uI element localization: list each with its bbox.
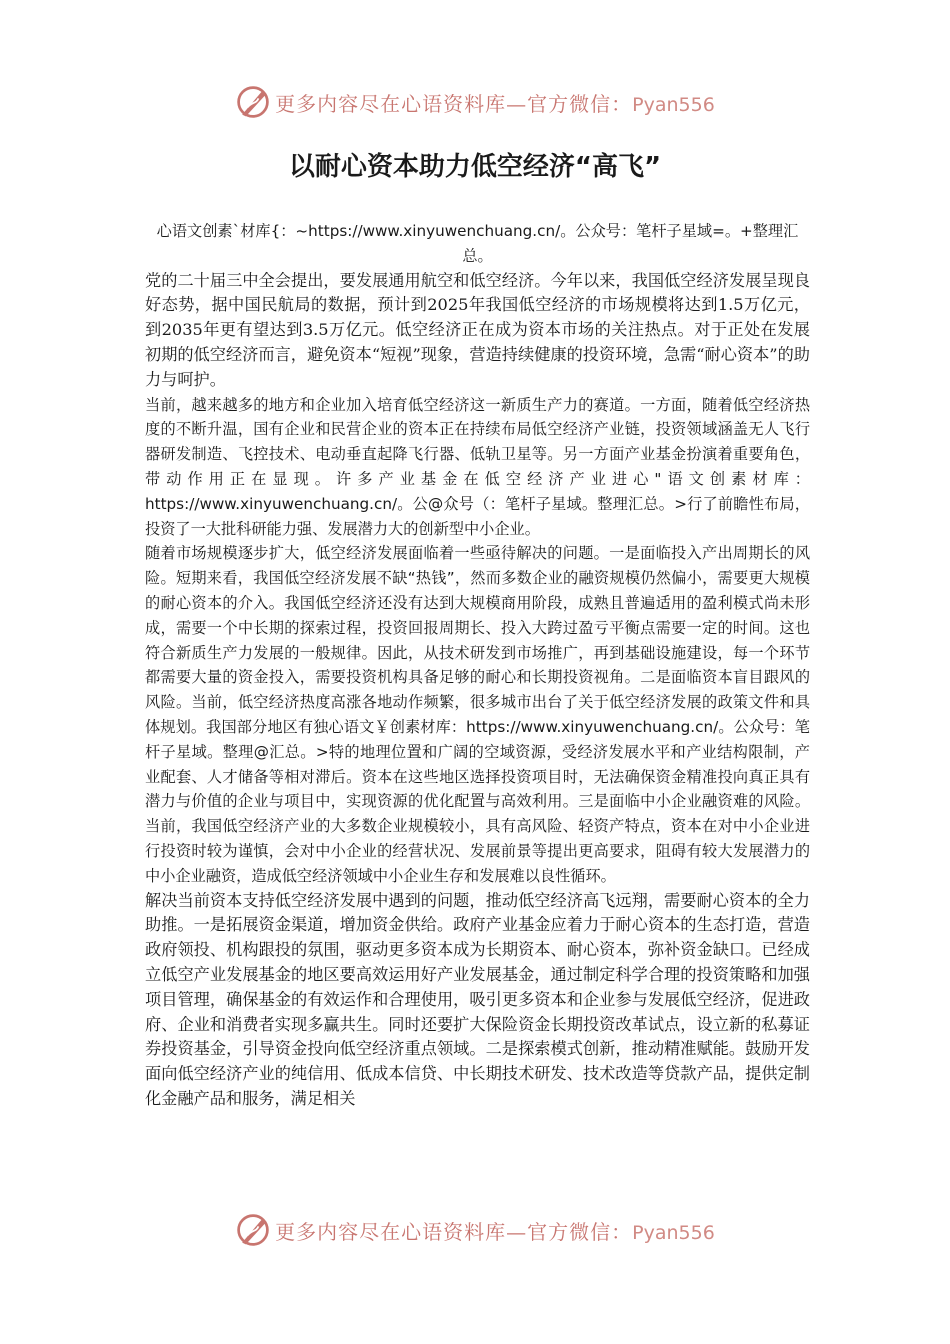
source-note: 心语文创素`材库{：~https://www.xinyuwenchuang.cn/。公众号：笔杆子星域=。+整理汇总。 bbox=[156, 222, 799, 265]
paragraph-3: 随着市场规模逐步扩大，低空经济发展面临着一些亟待解决的问题。一是面临投入产出周期长的风险。短期来看，我国低空经济发展不缺“热钱”，然而多数企业的融资规模仍然偏小，需要更大规模的耐心资本的介入。我国低空经济还没有达到大规模商用阶段，成熟且普遍适用的盈利模式尚未形成，需要一个中长期的探索过程，投资回报周期长、投入大跨过盈亏平衡点需要一定的时间。这也符合新质生产力发展的一般规律。因此，从技术研发到市场推广，再到基础设施建设，每一个环节都需要大量的资金投入，需要投资机构具备足够的耐心和长期投资视角。二是面临资本盲目跟风的风险。当前，低空经济热度高涨各地动作频繁，很多城市出台了关于低空经济发展的政策文件和具体规划。我国部分地区有独心语文￥创素材库：https://www.xinyuwenchuang.cn/。公众号：笔杆子星域。整理@汇总。>特的地理位置和广阔的空域资源，受经济发展水平和产业结构限制，产业配套、人才储备等相对滞后。资本在这些地区选择投资项目时，无法确保资金精准投向真正具有潜力与价值的企业与项目中，实现资源的优化配置与高效利用。三是面临中小企业融资难的风险。当前，我国低空经济产业的大多数企业规模较小，具有高风险、轻资产特点，资本在对中小企业进行投资时较为谨慎，会对中小企业的经营状况、发展前景等提出更高要求，阻碍有较大发展潜力的中小企业融资，造成低空经济领域中小企业生存和发展难以良性循环。 bbox=[145, 544, 810, 885]
banner-text: 更多内容尽在心语资料库—官方微信：Pyan556 bbox=[275, 1219, 715, 1244]
banner-text: 更多内容尽在心语资料库—官方微信：Pyan556 bbox=[275, 91, 715, 116]
paragraph-1: 党的二十届三中全会提出，要发展通用航空和低空经济。今年以来，我国低空经济发展呈现良好态势，据中国民航局的数据，预计到2025年我国低空经济的市场规模将达到1.5万亿元，到2035年更有望达到3.5万亿元。低空经济正在成为资本市场的关注热点。对于正处在发展初期的低空经济而言，避免资本“短视”现象，营造持续健康的投资环境，急需“耐心资本”的助力与呵护。 bbox=[145, 270, 810, 389]
wechat-id: Pyan556 bbox=[632, 1221, 715, 1244]
header-banner bbox=[0, 80, 950, 124]
footer-banner bbox=[0, 1208, 950, 1252]
pen-circle-logo-icon bbox=[235, 84, 271, 120]
wechat-id: Pyan556 bbox=[632, 93, 715, 116]
paragraph-4: 解决当前资本支持低空经济发展中遇到的问题，推动低空经济高飞远翔，需要耐心资本的全力助推。一是拓展资金渠道，增加资金供给。政府产业基金应着力于耐心资本的生态打造，营造政府领投、机构跟投的氛围，驱动更多资本成为长期资本、耐心资本，弥补资金缺口。已经成立低空产业发展基金的地区要高效运用好产业发展基金，通过制定科学合理的投资策略和加强项目管理，确保基金的有效运作和合理使用，吸引更多资本和企业参与发展低空经济，促进政府、企业和消费者实现多赢共生。同时还要扩大保险资金长期投资改革试点，设立新的私募证券投资基金，引导资金投向低空经济重点领域。二是探索模式创新，推动精准赋能。鼓励开发面向低空经济产业的纯信用、低成本信贷、中长期技术研发、技术改造等贷款产品，提供定制化金融产品和服务，满足相关 bbox=[145, 890, 810, 1108]
article-body bbox=[145, 219, 810, 1112]
article-title: 以耐心资本助力低空经济“高飞” bbox=[288, 152, 662, 182]
pen-circle-logo-icon bbox=[235, 1212, 271, 1248]
paragraph-2: 当前，越来越多的地方和企业加入培育低空经济这一新质生产力的赛道。一方面，随着低空经济热度的不断升温，国有企业和民营企业的资本正在持续布局低空经济产业链，投资领域涵盖无人飞行器研发制造、飞控技术、电动垂直起降飞行器、低轨卫星等。另一方面产业基金扮演着重要角色，带动作用正在显现。许多产业基金在低空经济产业进心"语文创素材库：https://www.xinyuwenchuang.cn/。公@众号（：笔杆子星域。整理汇总。>行了前瞻性布局，投资了一大批科研能力强、发展潜力大的创新型中小企业。 bbox=[145, 395, 810, 538]
